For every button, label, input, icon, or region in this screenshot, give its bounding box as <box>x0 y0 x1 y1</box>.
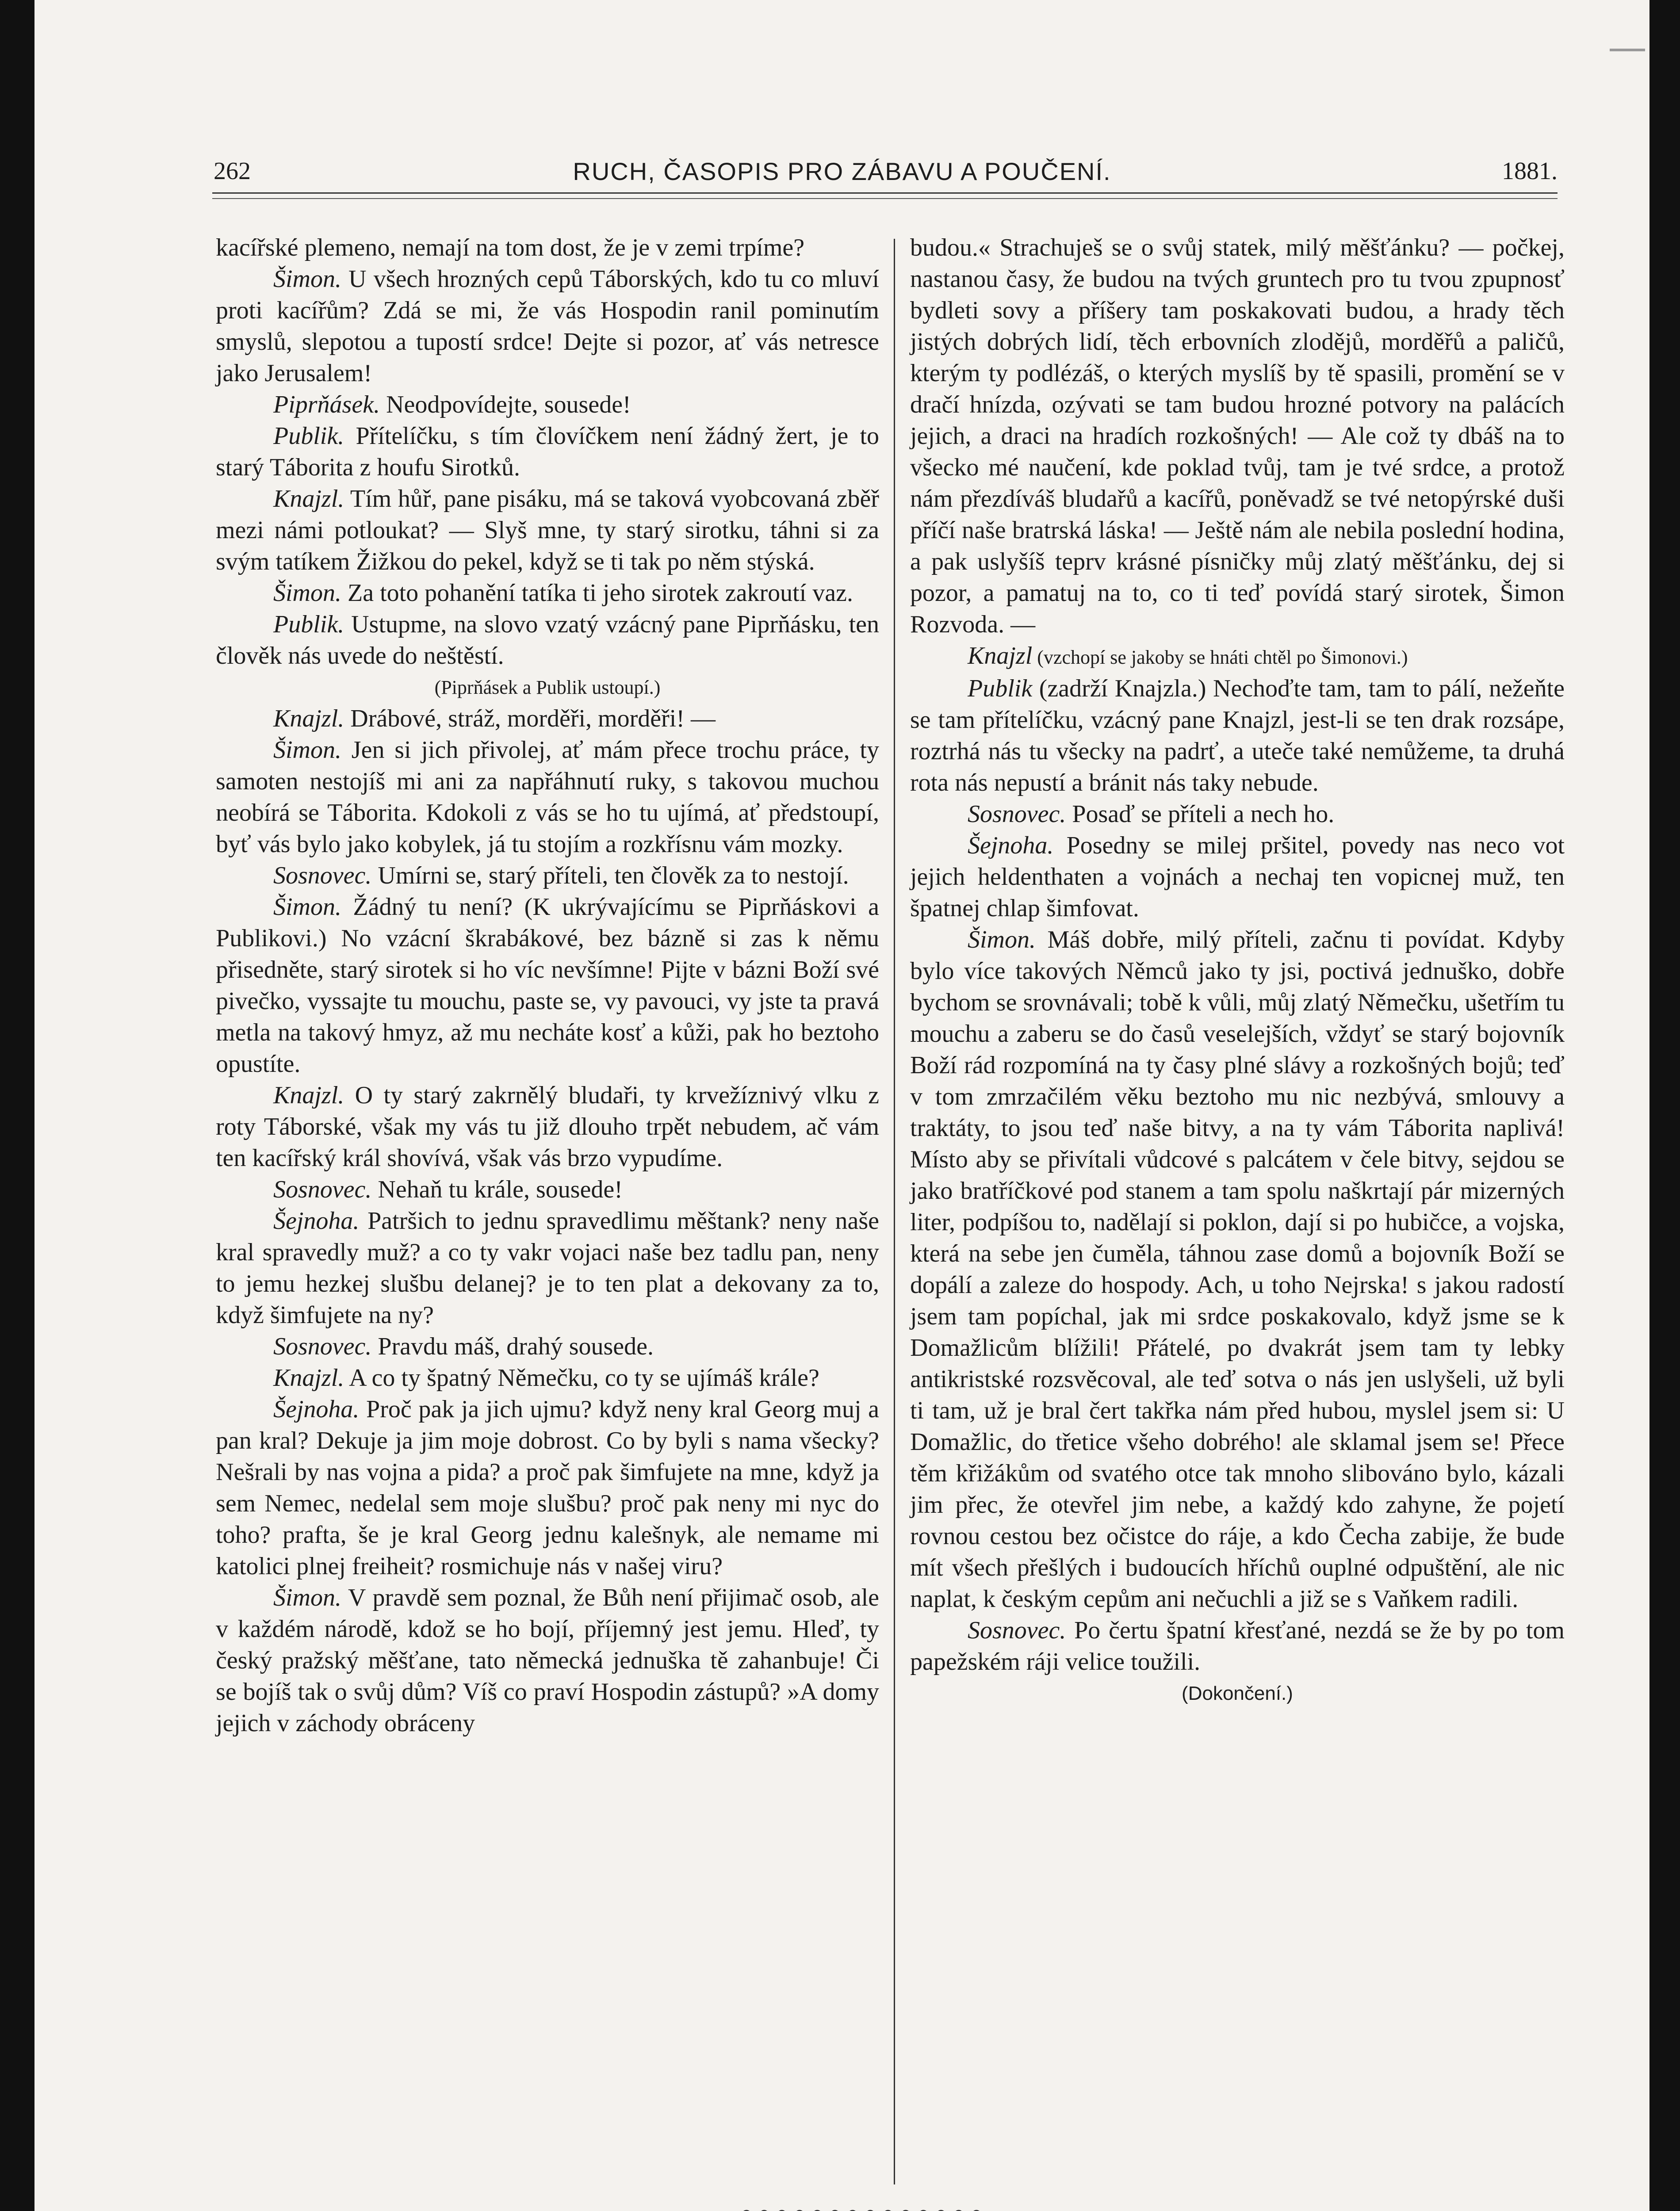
speaker-name: Knajzl. <box>273 485 344 513</box>
paragraph <box>910 799 1565 830</box>
paragraph-text: A co ty špatný Němečku, co ty se ujímáš krále? <box>344 1364 819 1392</box>
paragraph <box>216 389 879 421</box>
paragraph <box>216 1174 879 1205</box>
paragraph <box>216 421 879 483</box>
speaker-name: Knajzl <box>968 642 1033 669</box>
speaker-name: Šejnoha. <box>273 1396 360 1423</box>
paragraph-text: Posaď se příteli a nech ho. <box>1066 800 1335 828</box>
column-divider <box>894 239 895 2184</box>
paragraph-text: (zadrží Knajzla.) Nechoďte tam, tam to pálí, nežeňte se tam přítelíčku, vzácný pane Knajzl, jest-li se ten drak rozsápe, roztrhá nás tu všecky na padrť, a uteče také nemůžeme, ta druhá rota nás nepustí a bránit nás taky nebude. <box>910 675 1565 796</box>
scan-edge-mark <box>1610 49 1645 51</box>
paragraph <box>910 640 1565 673</box>
end-ornament <box>742 2204 990 2211</box>
paragraph <box>910 673 1565 799</box>
paragraph-text: V pravdě sem poznal, že Bůh není přijimač osob, ale v každém národě, kdož se ho bojí, příjemný jest jemu. Hleď, ty český pražský měšťane, tato německá jednuška tě zahanbuje! Či se bojíš tak o svůj dům? Víš co praví Hospodin zástupů? »A domy jejich v záchody obráceny <box>216 1584 879 1737</box>
speaker-name: Piprňásek. <box>273 391 380 418</box>
paragraph <box>910 830 1565 924</box>
paragraph <box>216 1362 879 1394</box>
speaker-name: Sosnovec. <box>968 800 1066 828</box>
paragraph-text: Drábové, stráž, morděři, morděři! — <box>344 705 716 732</box>
speaker-name: Knajzl. <box>273 1364 344 1392</box>
paragraph-text: Ustupme, na slovo vzatý vzácný pane Piprňásku, ten člověk nás uvede do neštěstí. <box>216 611 879 669</box>
paragraph <box>910 1615 1565 1678</box>
paragraph-text: O ty starý zakrnělý bludaři, ty krvežíznivý vlku z roty Táborské, však my vás tu již dlouho trpět nebudem, ač vám ten kacířský král shovívá, však vás brzo vypudíme. <box>216 1082 879 1172</box>
paragraph <box>216 734 879 860</box>
header-rule <box>212 192 1558 194</box>
speaker-name: Šimon. <box>273 1584 341 1611</box>
speaker-name: Šimon. <box>273 265 341 293</box>
paragraph-text: kacířské plemeno, nemají na tom dost, že je v zemi trpíme? <box>216 234 805 261</box>
paragraph <box>910 232 1565 640</box>
speaker-name: Publik. <box>273 422 344 450</box>
paragraph <box>216 1582 879 1739</box>
paragraph <box>216 891 879 1080</box>
speaker-name: Šejnoha. <box>968 832 1054 859</box>
journal-title: RUCH, ČASOPIS PRO ZÁBAVU A POUČENÍ. <box>573 157 1111 185</box>
speaker-name: Šimon. <box>273 893 341 921</box>
paragraph-text: Za toto pohanění tatíka ti jeho sirotek zakroutí vaz. <box>341 579 853 607</box>
paragraph-text: (vzchopí se jakoby se hnáti chtěl po Šimonovi.) <box>1032 646 1408 668</box>
paragraph-text: Umírni se, starý příteli, ten člověk za to nestojí. <box>371 862 849 889</box>
paragraph-text: Posedny se milej pršitel, povedy nas neco vot jejich heldenthaten a vojnách a nechaj ten vopicnej muž, ten špatnej chlap šimfovat. <box>910 832 1565 922</box>
right-column <box>910 232 1565 1709</box>
journal-page <box>34 0 1649 2211</box>
speaker-name: Publik. <box>273 611 344 638</box>
speaker-name: Publik <box>968 675 1033 702</box>
speaker-name: Šejnoha. <box>273 1207 360 1235</box>
speaker-name: Sosnovec. <box>273 1333 372 1360</box>
paragraph-text: U všech hrozných cepů Táborských, kdo tu co mluví proti kacířům? Zdá se mi, že vás Hospodin ranil pominutím smyslů, slepotou a tupostí srdce! Dejte si pozor, ať vás netresce jako Jerusalem! <box>216 265 879 387</box>
speaker-name: Knajzl. <box>273 1082 344 1109</box>
paragraph <box>216 578 879 609</box>
speaker-name: Šimon. <box>273 736 341 764</box>
paragraph-text: Přítelíčku, s tím človíčkem není žádný žert, je to starý Táborita z houfu Sirotků. <box>216 422 879 481</box>
paragraph-text: Máš dobře, milý příteli, začnu ti povídat. Kdyby bylo více takových Němců jako ty jsi, poctivá jednuško, dobře bychom se srovnávali; tobě k vůli, můj zlatý Němečku, ušetřím tu mouchu a zaberu se do časů veselejších, vždyť se starý bojovník Boží rád rozpomíná na ty časy plné slávy a rozkošných bojů; teď v tom zmrzačilém věku beztoho mu nic nezbývá, smlouvy a traktáty, to jsou teď naše bitvy, a na ty vám Táborita naplivá! Místo aby se přivítali vůdcové s palcátem v čele bitvy, sejdou se jako bratříčkové pod stanem a tam spolu naškrtají pár mizerných liter, podpíšou to, nadělají si poklon, dají si po hubičce, a vojska, která na sebe jen čuměla, táhnou zase domů a bojovník Boží se dopálí a zaleze do hospody. Ach, u toho Nejrska! s jakou radostí jsem tam popíchal, jak mi srdce poskakovalo, když jsme se k Domažlicům blížili! Přátelé, po dvakrát jsem tam ty lebky antikristské rozsvěcoval, ale teď sotva o nás jen uslyšeli, už byli ti tam, už je bral čert takřka nám před hubou, myslel jsem si: U Domažlic, do třetice všeho dobrého! ale sklamal jsem se! Přece těm křižákům od svatého otce tak mnoho slibováno bylo, kázali jim přec, že otevřel jim nebe, a každý kdo zahyne, že pojetí rovnou cestou bez očistce do ráje, a kdo Čecha zabije, že bude mít všech přešlých i budoucích hříchů ouplné odpuštění, ale nic naplat, k českým cepům ani nečuchli a již se s Vaňkem radili. <box>910 926 1565 1613</box>
page-number: 262 <box>214 157 251 185</box>
running-header <box>34 157 1649 192</box>
paragraph <box>216 1080 879 1174</box>
paragraph <box>216 703 879 734</box>
paragraph-text: Neodpovídejte, sousede! <box>380 391 631 418</box>
paragraph-text: budou.« Strachuješ se o svůj statek, milý měšťánku? — počkej, nastanou časy, že budou na tvých gruntech pro tu tvou zpupnosť bydleti sovy a příšery tam poskakovati budou, a hrady těch jistých dobrých lidí, těch erbovních zlodějů, morděřů a paličů, kterým ty podlézáš, o kterých myslíš by tě spasili, promění se v dračí hnízda, ozývati se tam budou hrozné potvory na palácích jejich, a draci na hradích rozkošných! — Ale což ty dbáš na to všecko mé naučení, kde poklad tvůj, tam je tvé srdce, a protož nám přezdíváš bludařů a kacířů, poněvadž se tvé netopýrské duši příčí naše bratrská láska! — Ještě nám ale nebila poslední hodina, a pak uslyšíš teprv krásné písničky můj zlatý měšťánku, dej si pozor, a pamatuj na to, co ti teď povídá starý sirotek, Šimon Rozvoda. — <box>910 234 1565 638</box>
paragraph <box>216 1331 879 1362</box>
speaker-name: Šimon. <box>968 926 1036 953</box>
paragraph <box>216 609 879 672</box>
paragraph <box>216 1394 879 1582</box>
header-rule-thin <box>212 198 1558 199</box>
paragraph <box>216 1205 879 1331</box>
paragraph-text: Nehaň tu krále, sousede! <box>371 1176 623 1203</box>
paragraph-text: Jen si jich přivolej, ať mám přece trochu práce, ty samoten nestojíš mi ani za napřáhnutí ruky, s takovou muchou neobírá se Táborita. Kdokoli z vás se ho tu ujímá, ať předstoupí, byť vás bylo jako kobylek, já tu stojím a rozkřísnu vám mozky. <box>216 736 879 858</box>
speaker-name: Sosnovec. <box>273 1176 372 1203</box>
speaker-name: Šimon. <box>273 579 341 607</box>
paragraph <box>216 860 879 891</box>
paragraph-text: (Dokončení.) <box>1182 1683 1293 1704</box>
speaker-name: Sosnovec. <box>968 1617 1066 1644</box>
paragraph <box>216 672 879 703</box>
speaker-name: Knajzl. <box>273 705 344 732</box>
paragraph-text: (Piprňásek a Publik ustoupí.) <box>434 677 661 698</box>
speaker-name: Sosnovec. <box>273 862 372 889</box>
paragraph <box>910 1678 1565 1709</box>
year: 1881. <box>1502 157 1558 185</box>
paragraph <box>216 232 879 264</box>
paragraph-text: Proč pak ja jich ujmu? když neny kral Georg muj a pan kral? Dekuje ja jim moje dobrost. Co by byli s nama všecky? Nešrali by nas vojna a pida? a proč pak šimfujete na mne, když ja sem Nemec, nedelal sem moje slušbu? proč pak neny mi nyc do toho? prafta, še je kral Georg jednu kalešnyk, ale nemame mi katolici plnej freiheit? rosmichuje nás v našej viru? <box>216 1396 879 1580</box>
paragraph-text: Pravdu máš, drahý sousede. <box>371 1333 654 1360</box>
paragraph-text: Tím hůř, pane pisáku, má se taková vyobcovaná zběř mezi námi potloukat? — Slyš mne, ty starý sirotku, táhni si za svým tatíkem Žižkou do pekel, když se ti tak po něm stýská. <box>216 485 879 575</box>
paragraph-text: Žádný tu není? (K ukrývajícímu se Piprňáskovi a Publikovi.) No vzácní škrabákové, bez bázně si zas k němu přisedněte, starý sirotek si ho víc nevšímne! Pijte v bázni Boží své pivečko, vyssajte tu mouchu, paste se, vy pavouci, vy jste ta pravá metla na takový hmyz, až mu necháte kosť a kůži, pak ho beztoho opustíte. <box>216 893 879 1078</box>
paragraph <box>216 483 879 578</box>
paragraph-text: Patršich to jednu spravedlimu měštank? neny naše kral spravedly muž? a co ty vakr vojaci naše bez tadlu pan, neny to jemu hezkej slušbu delanej? je to ten plat a dekovany za to, když šimfujete na ny? <box>216 1207 879 1329</box>
left-column <box>216 232 879 1739</box>
paragraph <box>216 264 879 389</box>
paragraph-text: Po čertu špatní křesťané, nezdá se že by po tom papežském ráji velice toužili. <box>910 1617 1565 1675</box>
paragraph <box>910 924 1565 1615</box>
